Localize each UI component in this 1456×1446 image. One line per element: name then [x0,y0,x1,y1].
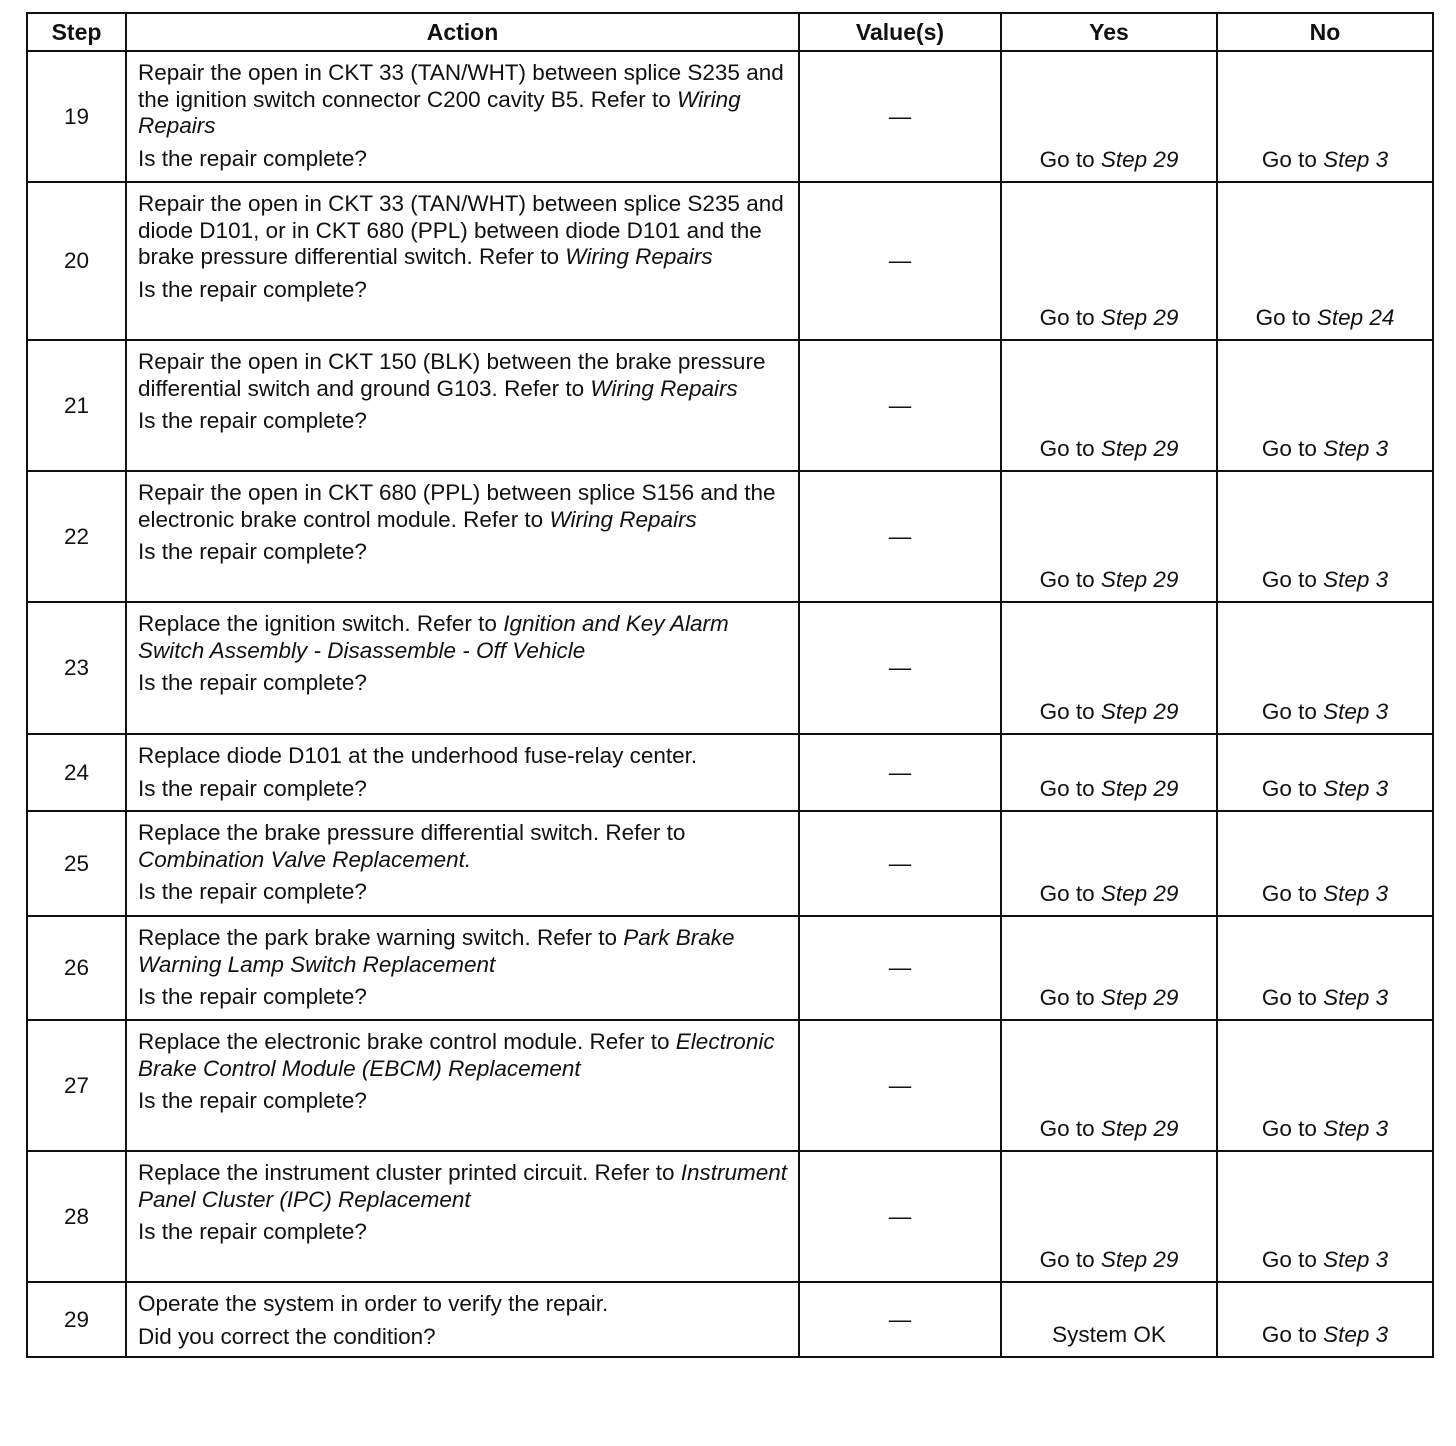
action-question: Did you correct the condition? [138,1323,436,1349]
yes-prefix: Go to [1039,1116,1095,1141]
action-reference[interactable]: Wiring Repairs [138,86,741,138]
action-description [138,60,788,140]
action-text: Replace the ignition switch. Refer to [138,611,497,636]
action-question: Is the repair complete? [138,984,367,1009]
no-prefix: Go to [1261,699,1317,724]
value-cell: — [799,51,1001,182]
table-row [27,1020,1433,1151]
yes-step-link[interactable]: Step 29 [1100,436,1179,461]
no-prefix: Go to [1261,567,1317,592]
header-no: No [1217,13,1433,51]
action-description [138,191,788,271]
yes-step-link[interactable]: Step 29 [1100,567,1179,592]
yes-step-link[interactable]: Step 29 [1100,699,1179,724]
step-number: 23 [27,602,126,734]
yes-cell [1001,340,1217,471]
value-cell: — [799,916,1001,1020]
yes-step-link[interactable]: Step 29 [1100,776,1179,801]
step-number: 19 [27,51,126,182]
yes-step-link[interactable]: Step 29 [1100,985,1179,1010]
step-number: 29 [27,1282,126,1357]
action-cell [126,811,799,916]
action-description [138,480,788,533]
no-prefix: Go to [1261,776,1317,801]
no-step-link[interactable]: Step 3 [1323,699,1389,724]
action-text: Repair the open in CKT 150 (BLK) between the brake pressure differential switch and ground G103. Refer to [138,349,766,401]
header-row [27,13,1433,51]
action-reference[interactable]: Electronic Brake Control Module (EBCM) Replacement [138,1029,775,1081]
no-step-link[interactable]: Step 3 [1323,147,1389,172]
yes-cell [1001,1020,1217,1151]
table-row [27,916,1433,1020]
no-step-link[interactable]: Step 3 [1323,1247,1389,1272]
table-row [27,182,1433,340]
action-question: Is the repair complete? [138,1088,367,1113]
action-question: Is the repair complete? [138,1219,367,1244]
yes-cell [1001,916,1217,1020]
header-step: Step [27,13,126,51]
step-number: 25 [27,811,126,916]
step-number: 28 [27,1151,126,1282]
value-cell: — [799,471,1001,602]
no-cell [1217,182,1433,340]
value-cell: — [799,182,1001,340]
action-text: Repair the open in CKT 33 (TAN/WHT) between splice S235 and the ignition switch connector C200 cavity B5. Refer to [138,60,784,112]
yes-cell [1001,51,1217,182]
no-cell [1217,51,1433,182]
table-row [27,471,1433,602]
action-question: Is the repair complete? [138,539,367,564]
no-prefix: Go to [1261,881,1317,906]
step-number: 26 [27,916,126,1020]
action-reference[interactable]: Ignition and Key Alarm Switch Assembly - Disassemble - Off Vehicle [138,611,729,663]
action-text: Replace diode D101 at the underhood fuse-relay center. [138,743,698,768]
yes-prefix: System OK [1052,1322,1166,1347]
action-text: Replace the instrument cluster printed circuit. Refer to [138,1160,675,1185]
action-cell [126,734,799,811]
yes-step-link[interactable]: Step 29 [1100,881,1179,906]
action-question: Is the repair complete? [138,276,367,302]
yes-step-link[interactable]: Step 29 [1100,1116,1179,1141]
action-cell [126,182,799,340]
no-cell [1217,734,1433,811]
action-description [138,743,788,770]
action-cell [126,471,799,602]
step-number: 27 [27,1020,126,1151]
value-cell: — [799,1020,1001,1151]
yes-cell [1001,811,1217,916]
no-prefix: Go to [1261,147,1317,172]
action-text: Operate the system in order to verify the repair. [138,1291,609,1316]
action-question: Is the repair complete? [138,775,367,801]
no-prefix: Go to [1261,1247,1317,1272]
action-reference[interactable]: Wiring Repairs [565,244,713,269]
action-question: Is the repair complete? [138,670,367,695]
no-cell [1217,1151,1433,1282]
value-cell: — [799,1151,1001,1282]
table-row [27,1151,1433,1282]
no-prefix: Go to [1261,436,1317,461]
action-text: Replace the brake pressure differential switch. Refer to [138,820,686,845]
action-question: Is the repair complete? [138,408,367,433]
action-cell [126,602,799,734]
action-reference[interactable]: Combination Valve Replacement. [138,846,472,872]
value-cell: — [799,734,1001,811]
yes-cell [1001,602,1217,734]
table-row [27,340,1433,471]
action-description [138,611,788,664]
action-description [138,820,788,873]
action-cell [126,1282,799,1357]
no-step-link[interactable]: Step 3 [1323,881,1389,906]
no-step-link[interactable]: Step 3 [1323,1116,1389,1141]
action-text: Repair the open in CKT 680 (PPL) between splice S156 and the electronic brake control module. Refer to [138,480,776,532]
yes-prefix: Go to [1039,699,1095,724]
action-question: Is the repair complete? [138,879,367,904]
no-prefix: Go to [1261,1116,1317,1141]
action-cell [126,1151,799,1282]
no-step-link[interactable]: Step 3 [1323,1322,1389,1347]
action-cell [126,340,799,471]
table-body [27,51,1433,1357]
yes-prefix: Go to [1039,881,1095,906]
no-cell [1217,340,1433,471]
yes-prefix: Go to [1039,436,1095,461]
no-step-link[interactable]: Step 3 [1323,776,1389,801]
no-step-link[interactable]: Step 3 [1323,436,1389,461]
action-text: Repair the open in CKT 33 (TAN/WHT) between splice S235 and diode D101, or in CKT 680 (PPL) between diode D101 and the brake pressure differential switch. Refer to [138,191,784,269]
action-reference[interactable]: Park Brake Warning Lamp Switch Replacement [138,925,735,977]
no-step-link[interactable]: Step 24 [1316,305,1395,330]
action-description [138,349,788,402]
yes-cell [1001,1282,1217,1357]
yes-step-link[interactable]: Step 29 [1100,147,1179,172]
step-number: 22 [27,471,126,602]
no-prefix: Go to [1261,985,1317,1010]
no-cell [1217,1282,1433,1357]
action-text: Replace the park brake warning switch. Refer to [138,925,617,950]
action-reference[interactable]: Instrument Panel Cluster (IPC) Replacement [138,1160,788,1212]
step-number: 21 [27,340,126,471]
yes-prefix: Go to [1039,1247,1095,1272]
table-row [27,811,1433,916]
action-description [138,1291,788,1318]
diagnostic-table [26,12,1434,1358]
no-step-link[interactable]: Step 3 [1323,985,1389,1010]
value-cell: — [799,602,1001,734]
action-cell [126,51,799,182]
action-text: Replace the electronic brake control module. Refer to [138,1029,670,1054]
table-row [27,734,1433,811]
action-description [138,925,788,978]
header-action: Action [126,13,799,51]
yes-cell [1001,182,1217,340]
no-cell [1217,811,1433,916]
header-values: Value(s) [799,13,1001,51]
action-cell [126,1020,799,1151]
no-cell [1217,602,1433,734]
yes-prefix: Go to [1039,567,1095,592]
no-prefix: Go to [1255,305,1311,330]
yes-cell [1001,734,1217,811]
action-reference[interactable]: Wiring Repairs [590,375,738,401]
value-cell: — [799,1282,1001,1357]
no-step-link[interactable]: Step 3 [1323,567,1389,592]
step-number: 24 [27,734,126,811]
yes-step-link[interactable]: Step 29 [1100,305,1179,330]
no-cell [1217,916,1433,1020]
action-cell [126,916,799,1020]
table-row [27,51,1433,182]
no-prefix: Go to [1261,1322,1317,1347]
yes-step-link[interactable]: Step 29 [1100,1247,1179,1272]
action-description [138,1160,788,1213]
action-description [138,1029,788,1082]
value-cell: — [799,340,1001,471]
yes-prefix: Go to [1039,147,1095,172]
no-cell [1217,471,1433,602]
action-reference[interactable]: Wiring Repairs [549,506,697,532]
yes-prefix: Go to [1039,305,1095,330]
value-cell: — [799,811,1001,916]
no-cell [1217,1020,1433,1151]
yes-prefix: Go to [1039,776,1095,801]
yes-prefix: Go to [1039,985,1095,1010]
table-row [27,1282,1433,1357]
yes-cell [1001,1151,1217,1282]
table-row [27,602,1433,734]
step-number: 20 [27,182,126,340]
action-question: Is the repair complete? [138,145,367,171]
yes-cell [1001,471,1217,602]
header-yes: Yes [1001,13,1217,51]
